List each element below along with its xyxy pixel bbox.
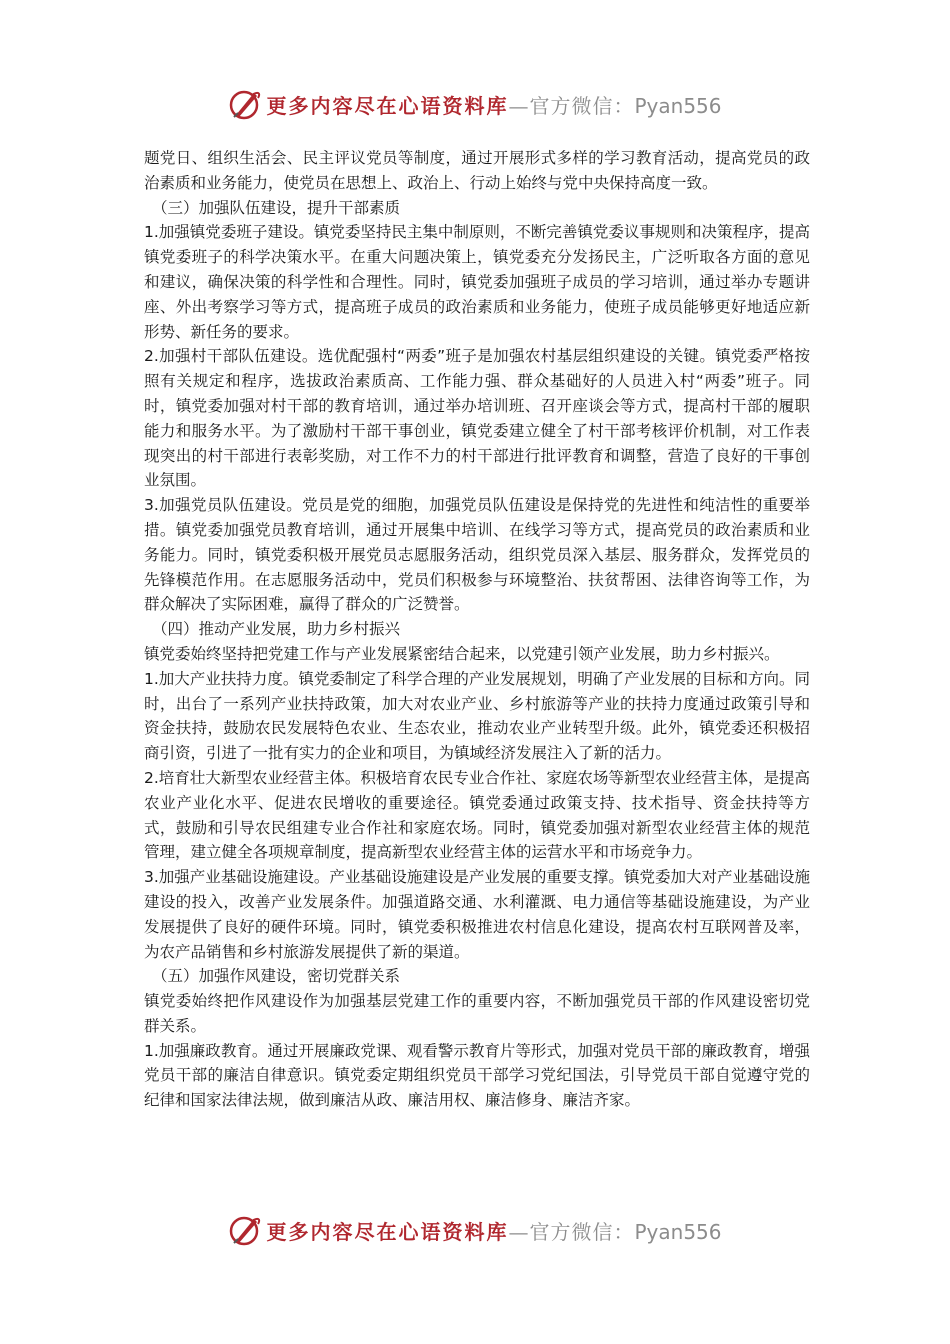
footer-watermark-text <box>266 1216 721 1245</box>
header-suffix: 官方微信： <box>529 93 635 118</box>
paragraph: 镇党委始终坚持把党建工作与产业发展紧密结合起来，以党建引领产业发展，助力乡村振兴。 <box>144 644 780 663</box>
header-brand: 更多内容尽在心语资料库 <box>266 93 509 118</box>
section-subheading: （四）推动产业发展，助力乡村振兴 <box>152 620 401 639</box>
header-dash: — <box>508 93 530 118</box>
document-body <box>144 146 810 1113</box>
footer-wechat-id: Pyan556 <box>634 1219 722 1244</box>
header-wechat-id: Pyan556 <box>634 93 722 118</box>
footer-watermark-banner <box>0 1210 950 1250</box>
quill-logo-icon <box>228 87 262 121</box>
footer-suffix: 官方微信： <box>529 1219 635 1244</box>
paragraph: 2.培育壮大新型农业经营主体。积极培育农民专业合作社、家庭农场等新型农业经营主体，是提高农业产业化水平、促进农民增收的重要途径。镇党委通过政策支持、技术指导、资金扶持等方式，鼓励和引导农民组建专业合作社和家庭农场。同时，镇党委加强对新型农业经营主体的规范管理，建立健全各项规章制度，提高新型农业经营主体的运营水平和市场竞争力。 <box>144 768 810 862</box>
paragraph: 镇党委始终把作风建设作为加强基层党建工作的重要内容，不断加强党员干部的作风建设密切党群关系。 <box>144 992 810 1035</box>
paragraph: 1.加强廉政教育。通过开展廉政党课、观看警示教育片等形式，加强对党员干部的廉政教育，增强党员干部的廉洁自律意识。镇党委定期组织党员干部学习党纪国法，引导党员干部自觉遵守党的纪律和国家法律法规，做到廉洁从政、廉洁用权、廉洁修身、廉洁齐家。 <box>144 1041 810 1110</box>
quill-logo-icon <box>228 1213 262 1247</box>
paragraph: 3.加强党员队伍建设。党员是党的细胞，加强党员队伍建设是保持党的先进性和纯洁性的重要举措。镇党委加强党员教育培训，通过开展集中培训、在线学习等方式，提高党员的政治素质和业务能力。同时，镇党委积极开展党员志愿服务活动，组织党员深入基层、服务群众，发挥党员的先锋模范作用。在志愿服务活动中，党员们积极参与环境整治、扶贫帮困、法律咨询等工作，为群众解决了实际困难，赢得了群众的广泛赞誉。 <box>144 496 810 614</box>
paragraph: 3.加强产业基础设施建设。产业基础设施建设是产业发展的重要支撑。镇党委加大对产业基础设施建设的投入，改善产业发展条件。加强道路交通、水利灌溉、电力通信等基础设施建设，为产业发展提供了良好的硬件环境。同时，镇党委积极推进农村信息化建设，提高农村互联网普及率，为农产品销售和乡村旅游发展提供了新的渠道。 <box>144 868 810 961</box>
section-subheading: （五）加强作风建设，密切党群关系 <box>152 967 401 986</box>
header-watermark-text <box>266 90 721 119</box>
paragraph: 题党日、组织生活会、民主评议党员等制度，通过开展形式多样的学习教育活动，提高党员的政治素质和业务能力，使党员在思想上、政治上、行动上始终与党中央保持高度一致。 <box>144 149 810 192</box>
section-subheading: （三）加强队伍建设，提升干部素质 <box>152 198 401 217</box>
paragraph: 1.加强镇党委班子建设。镇党委坚持民主集中制原则，不断完善镇党委议事规则和决策程序，提高镇党委班子的科学决策水平。在重大问题决策上，镇党委充分发扬民主，广泛听取各方面的意见和建议，确保决策的科学性和合理性。同时，镇党委加强班子成员的学习培训，通过举办专题讲座、外出考察学习等方式，提高班子成员的政治素质和业务能力，使班子成员能够更好地适应新形势、新任务的要求。 <box>144 223 810 341</box>
footer-dash: — <box>508 1219 530 1244</box>
paragraph: 2.加强村干部队伍建设。选优配强村“两委”班子是加强农村基层组织建设的关键。镇党委严格按照有关规定和程序，选拔政治素质高、工作能力强、群众基础好的人员进入村“两委”班子。同时，镇党委加强对村干部的教育培训，通过举办培训班、召开座谈会等方式，提高村干部的履职能力和服务水平。为了激励村干部干事创业，镇党委建立健全了村干部考核评价机制，对工作表现突出的村干部进行表彰奖励，对工作不力的村干部进行批评教育和调整，营造了良好的干事创业氛围。 <box>144 347 810 490</box>
header-watermark-banner <box>0 84 950 124</box>
paragraph: 1.加大产业扶持力度。镇党委制定了科学合理的产业发展规划，明确了产业发展的目标和方向。同时，出台了一系列产业扶持政策，加大对农业产业、乡村旅游等产业的扶持力度通过政策引导和资金扶持，鼓励农民发展特色农业、生态农业，推动农业产业转型升级。此外，镇党委还积极招商引资，引进了一批有实力的企业和项目，为镇域经济发展注入了新的活力。 <box>144 669 810 763</box>
footer-brand: 更多内容尽在心语资料库 <box>266 1219 509 1244</box>
